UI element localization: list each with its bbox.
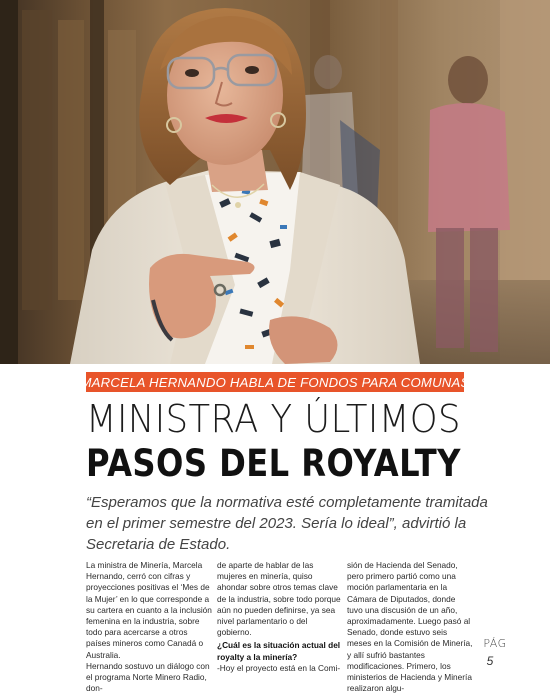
page-number: 5 [486, 654, 494, 668]
body-column-1 [86, 560, 212, 694]
body-paragraph: -Hoy el proyecto está en la Comi- [217, 662, 341, 673]
body-paragraph: Hernando sostuvo un diálogo con el programa Norte Minero Radio, don- [86, 660, 210, 694]
kicker-banner [80, 372, 470, 392]
headline-line-2: PASOS DEL ROYALTY [86, 442, 461, 485]
body-paragraph: La ministra de Minería, Marcela Hernando, cerró con cifras y proyecciones positivas el ‘Mes de la Mujer’ en lo que corresponde a su cartera en cuanto a la inclusión femenina en la industria, sobre todo para acercarse a otros países mineros como Canadá o Australia. [86, 560, 212, 660]
body-paragraph: sión de Hacienda del Senado, pero primero partió como una moción parlamentaria en la Cámara de Diputados, donde tuvo una discusión de un año, aproximadamente. Luego pasó al Senado, donde estuvo seis meses en la Comisión de Minería, y allí sufrió bastantes modificaciones. Primero, los ministerios de Hacienda y Minería realizaron algu- [347, 560, 473, 694]
interview-question: ¿Cuál es la situación actual del royalty a la minería? [217, 640, 341, 662]
body-column-3 [347, 560, 473, 694]
body-paragraph: de aparte de hablar de las mujeres en minería, quiso ahondar sobre otros temas clave de la industria, sobre todo porque aún no pueden definirse, ya sea nivel parlamentario o del gobierno. [217, 560, 341, 638]
body-column-2 [217, 560, 343, 674]
deck-quote: “Esperamos que la normativa esté completamente tramitada en el primer semestre del 2023. Sería lo ideal”, advirtió la Secretaria de Estado. [86, 494, 488, 553]
page-label: PÁG [483, 637, 507, 650]
headline-line-1: MINISTRA Y ÚLTIMOS [86, 397, 461, 441]
kicker-text: MARCELA HERNANDO HABLA DE FONDOS PARA COMUNAS [80, 374, 470, 390]
